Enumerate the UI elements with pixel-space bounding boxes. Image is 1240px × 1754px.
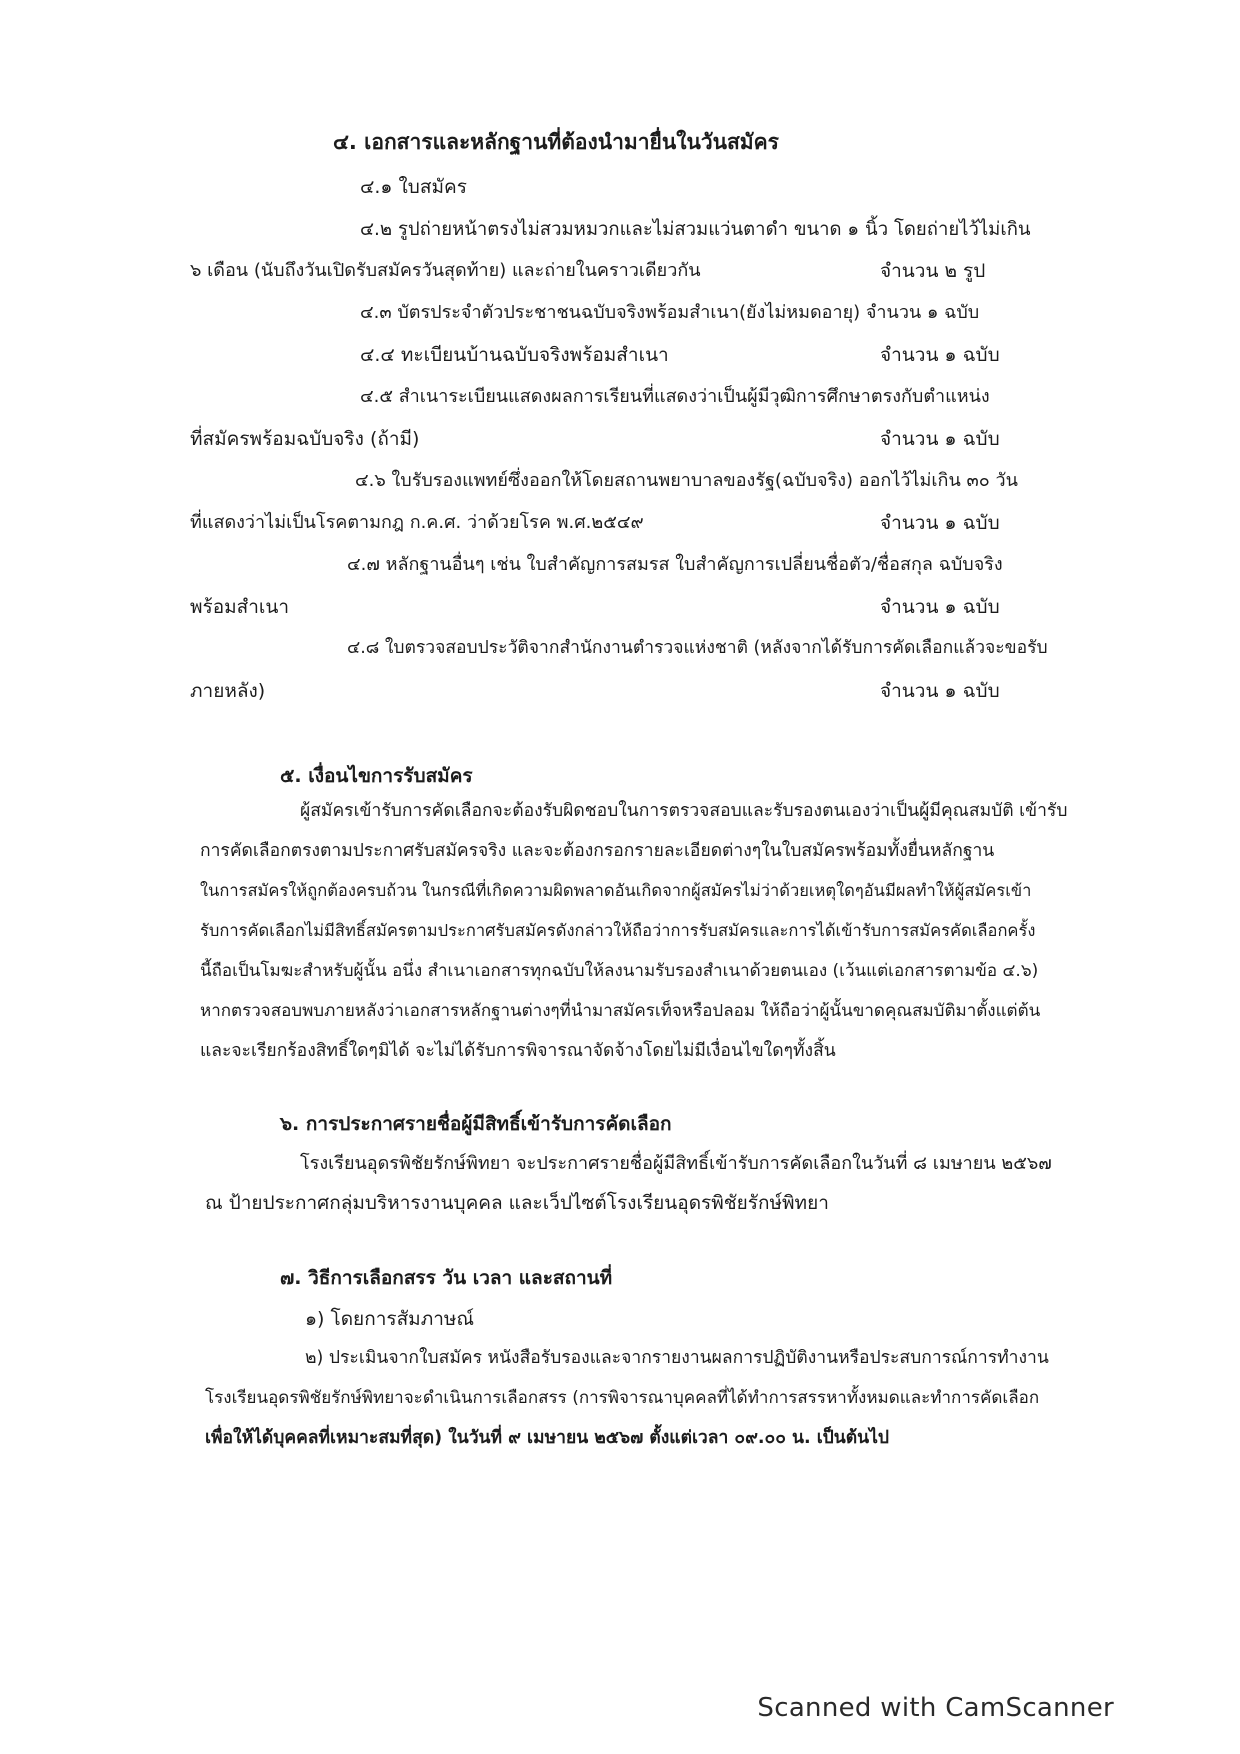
section-5-line2: การคัดเลือกตรงตามประกาศรับสมัครจริง และจะต้องกรอกรายละเอียดต่างๆในใบสมัครพร้อมทั้งยื่นหลักฐาน	[200, 841, 995, 861]
item-4-8-amount: จำนวน ๑ ฉบับ	[880, 680, 1000, 702]
section-5-line1: ผู้สมัครเข้ารับการคัดเลือกจะต้องรับผิดชอบในการตรวจสอบและรับรองตนเองว่าเป็นผู้มีคุณสมบัติ เข้ารับ	[300, 801, 1068, 821]
item-4-2-line2: ๖ เดือน (นับถึงวันเปิดรับสมัครวันสุดท้าย) และถ่ายในคราวเดียวกัน	[190, 260, 701, 281]
section-7-line2: ๒) ประเมินจากใบสมัคร หนังสือรับรองและจากรายงานผลการปฏิบัติงานหรือประสบการณ์การทำงาน	[305, 1348, 1049, 1368]
item-4-5-line1: ๔.๕ สำเนาระเบียนแสดงผลการเรียนที่แสดงว่าเป็นผู้มีวุฒิการศึกษาตรงกับตำแหน่ง	[360, 386, 990, 407]
section-7-line4: เพื่อให้ได้บุคคลที่เหมาะสมที่สุด) ในวันที่ ๙ เมษายน ๒๕๖๗ ตั้งแต่เวลา ๐๙.๐๐ น. เป็นต้นไป	[205, 1428, 889, 1448]
item-4-6-line1: ๔.๖ ใบรับรองแพทย์ซึ่งออกให้โดยสถานพยาบาลของรัฐ(ฉบับจริง) ออกไว้ไม่เกิน ๓๐ วัน	[355, 470, 1018, 491]
section-5-line5: นี้ถือเป็นโมฆะสำหรับผู้นั้น อนึ่ง สำเนาเอกสารทุกฉบับให้ลงนามรับรองสำเนาด้วยตนเอง (เว้นแต่เอกสารตามข้อ ๔.๖)	[200, 961, 1039, 981]
section-4-heading: ๔. เอกสารและหลักฐานที่ต้องนำมายื่นในวันสมัคร	[333, 130, 779, 154]
item-4-2-amount: จำนวน ๒ รูป	[880, 260, 986, 282]
item-4-4: ๔.๔ ทะเบียนบ้านฉบับจริงพร้อมสำเนา	[360, 344, 669, 366]
section-5-line3: ในการสมัครให้ถูกต้องครบถ้วน ในกรณีที่เกิดความผิดพลาดอันเกิดจากผู้สมัครไม่ว่าด้วยเหตุใดๆอันมีผลทำให้ผู้สมัครเข้า	[200, 881, 1032, 900]
section-6-heading: ๖. การประกาศรายชื่อผู้มีสิทธิ์เข้ารับการคัดเลือก	[280, 1113, 672, 1135]
section-7-heading: ๗. วิธีการเลือกสรร วัน เวลา และสถานที่	[280, 1267, 613, 1289]
item-4-5-amount: จำนวน ๑ ฉบับ	[880, 428, 1000, 450]
item-4-2-line1: ๔.๒ รูปถ่ายหน้าตรงไม่สวมหมวกและไม่สวมแว่นตาดำ ขนาด ๑ นิ้ว โดยถ่ายไว้ไม่เกิน	[360, 219, 1031, 240]
item-4-1: ๔.๑ ใบสมัคร	[360, 176, 467, 198]
item-4-5-line2: ที่สมัครพร้อมฉบับจริง (ถ้ามี)	[190, 428, 420, 450]
item-4-7-line1: ๔.๗ หลักฐานอื่นๆ เช่น ใบสำคัญการสมรส ใบสำคัญการเปลี่ยนชื่อตัว/ชื่อสกุล ฉบับจริง	[347, 554, 1003, 575]
item-4-4-amount: จำนวน ๑ ฉบับ	[880, 344, 1000, 366]
camscanner-watermark: Scanned with CamScanner	[757, 1693, 1114, 1723]
section-7-line3: โรงเรียนอุดรพิชัยรักษ์พิทยาจะดำเนินการเลือกสรร (การพิจารณาบุคคลที่ได้ทำการสรรหาทั้งหมดและทำการคัดเลือก	[205, 1388, 1040, 1408]
section-6-line2: ณ ป้ายประกาศกลุ่มบริหารงานบุคคล และเว็ปไซต์โรงเรียนอุดรพิชัยรักษ์พิทยา	[205, 1192, 829, 1214]
item-4-3: ๔.๓ บัตรประจำตัวประชาชนฉบับจริงพร้อมสำเนา(ยังไม่หมดอายุ) จำนวน ๑ ฉบับ	[360, 302, 980, 323]
item-4-6-line2: ที่แสดงว่าไม่เป็นโรคตามกฎ ก.ค.ศ. ว่าด้วยโรค พ.ศ.๒๕๔๙	[190, 512, 644, 533]
section-5-line7: และจะเรียกร้องสิทธิ์ใดๆมิได้ จะไม่ได้รับการพิจารณาจัดจ้างโดยไม่มีเงื่อนไขใดๆทั้งสิ้น	[200, 1041, 836, 1061]
item-4-6-amount: จำนวน ๑ ฉบับ	[880, 512, 1000, 534]
section-5-line4: รับการคัดเลือกไม่มีสิทธิ์สมัครตามประกาศรับสมัครดังกล่าวให้ถือว่าการรับสมัครและการได้เข้ารับการสมัครคัดเลือกครั้ง	[200, 921, 1036, 940]
section-7-line1: ๑) โดยการสัมภาษณ์	[305, 1308, 475, 1330]
section-6-line1: โรงเรียนอุดรพิชัยรักษ์พิทยา จะประกาศรายชื่อผู้มีสิทธิ์เข้ารับการคัดเลือกในวันที่ ๘ เมษายน ๒๕๖๗	[300, 1153, 1052, 1174]
item-4-8-line2: ภายหลัง)	[190, 680, 266, 702]
item-4-8-line1: ๔.๘ ใบตรวจสอบประวัติจากสำนักงานตำรวจแห่งชาติ (หลังจากได้รับการคัดเลือกแล้วจะขอรับ	[347, 638, 1048, 658]
section-5-heading: ๕. เงื่อนไขการรับสมัคร	[280, 765, 473, 787]
item-4-7-amount: จำนวน ๑ ฉบับ	[880, 596, 1000, 618]
item-4-7-line2: พร้อมสำเนา	[190, 596, 290, 618]
section-5-line6: หากตรวจสอบพบภายหลังว่าเอกสารหลักฐานต่างๆที่นำมาสมัครเท็จหรือปลอม ให้ถือว่าผู้นั้นขาดคุณสมบัติมาตั้งแต่ต้น	[200, 1001, 1041, 1021]
